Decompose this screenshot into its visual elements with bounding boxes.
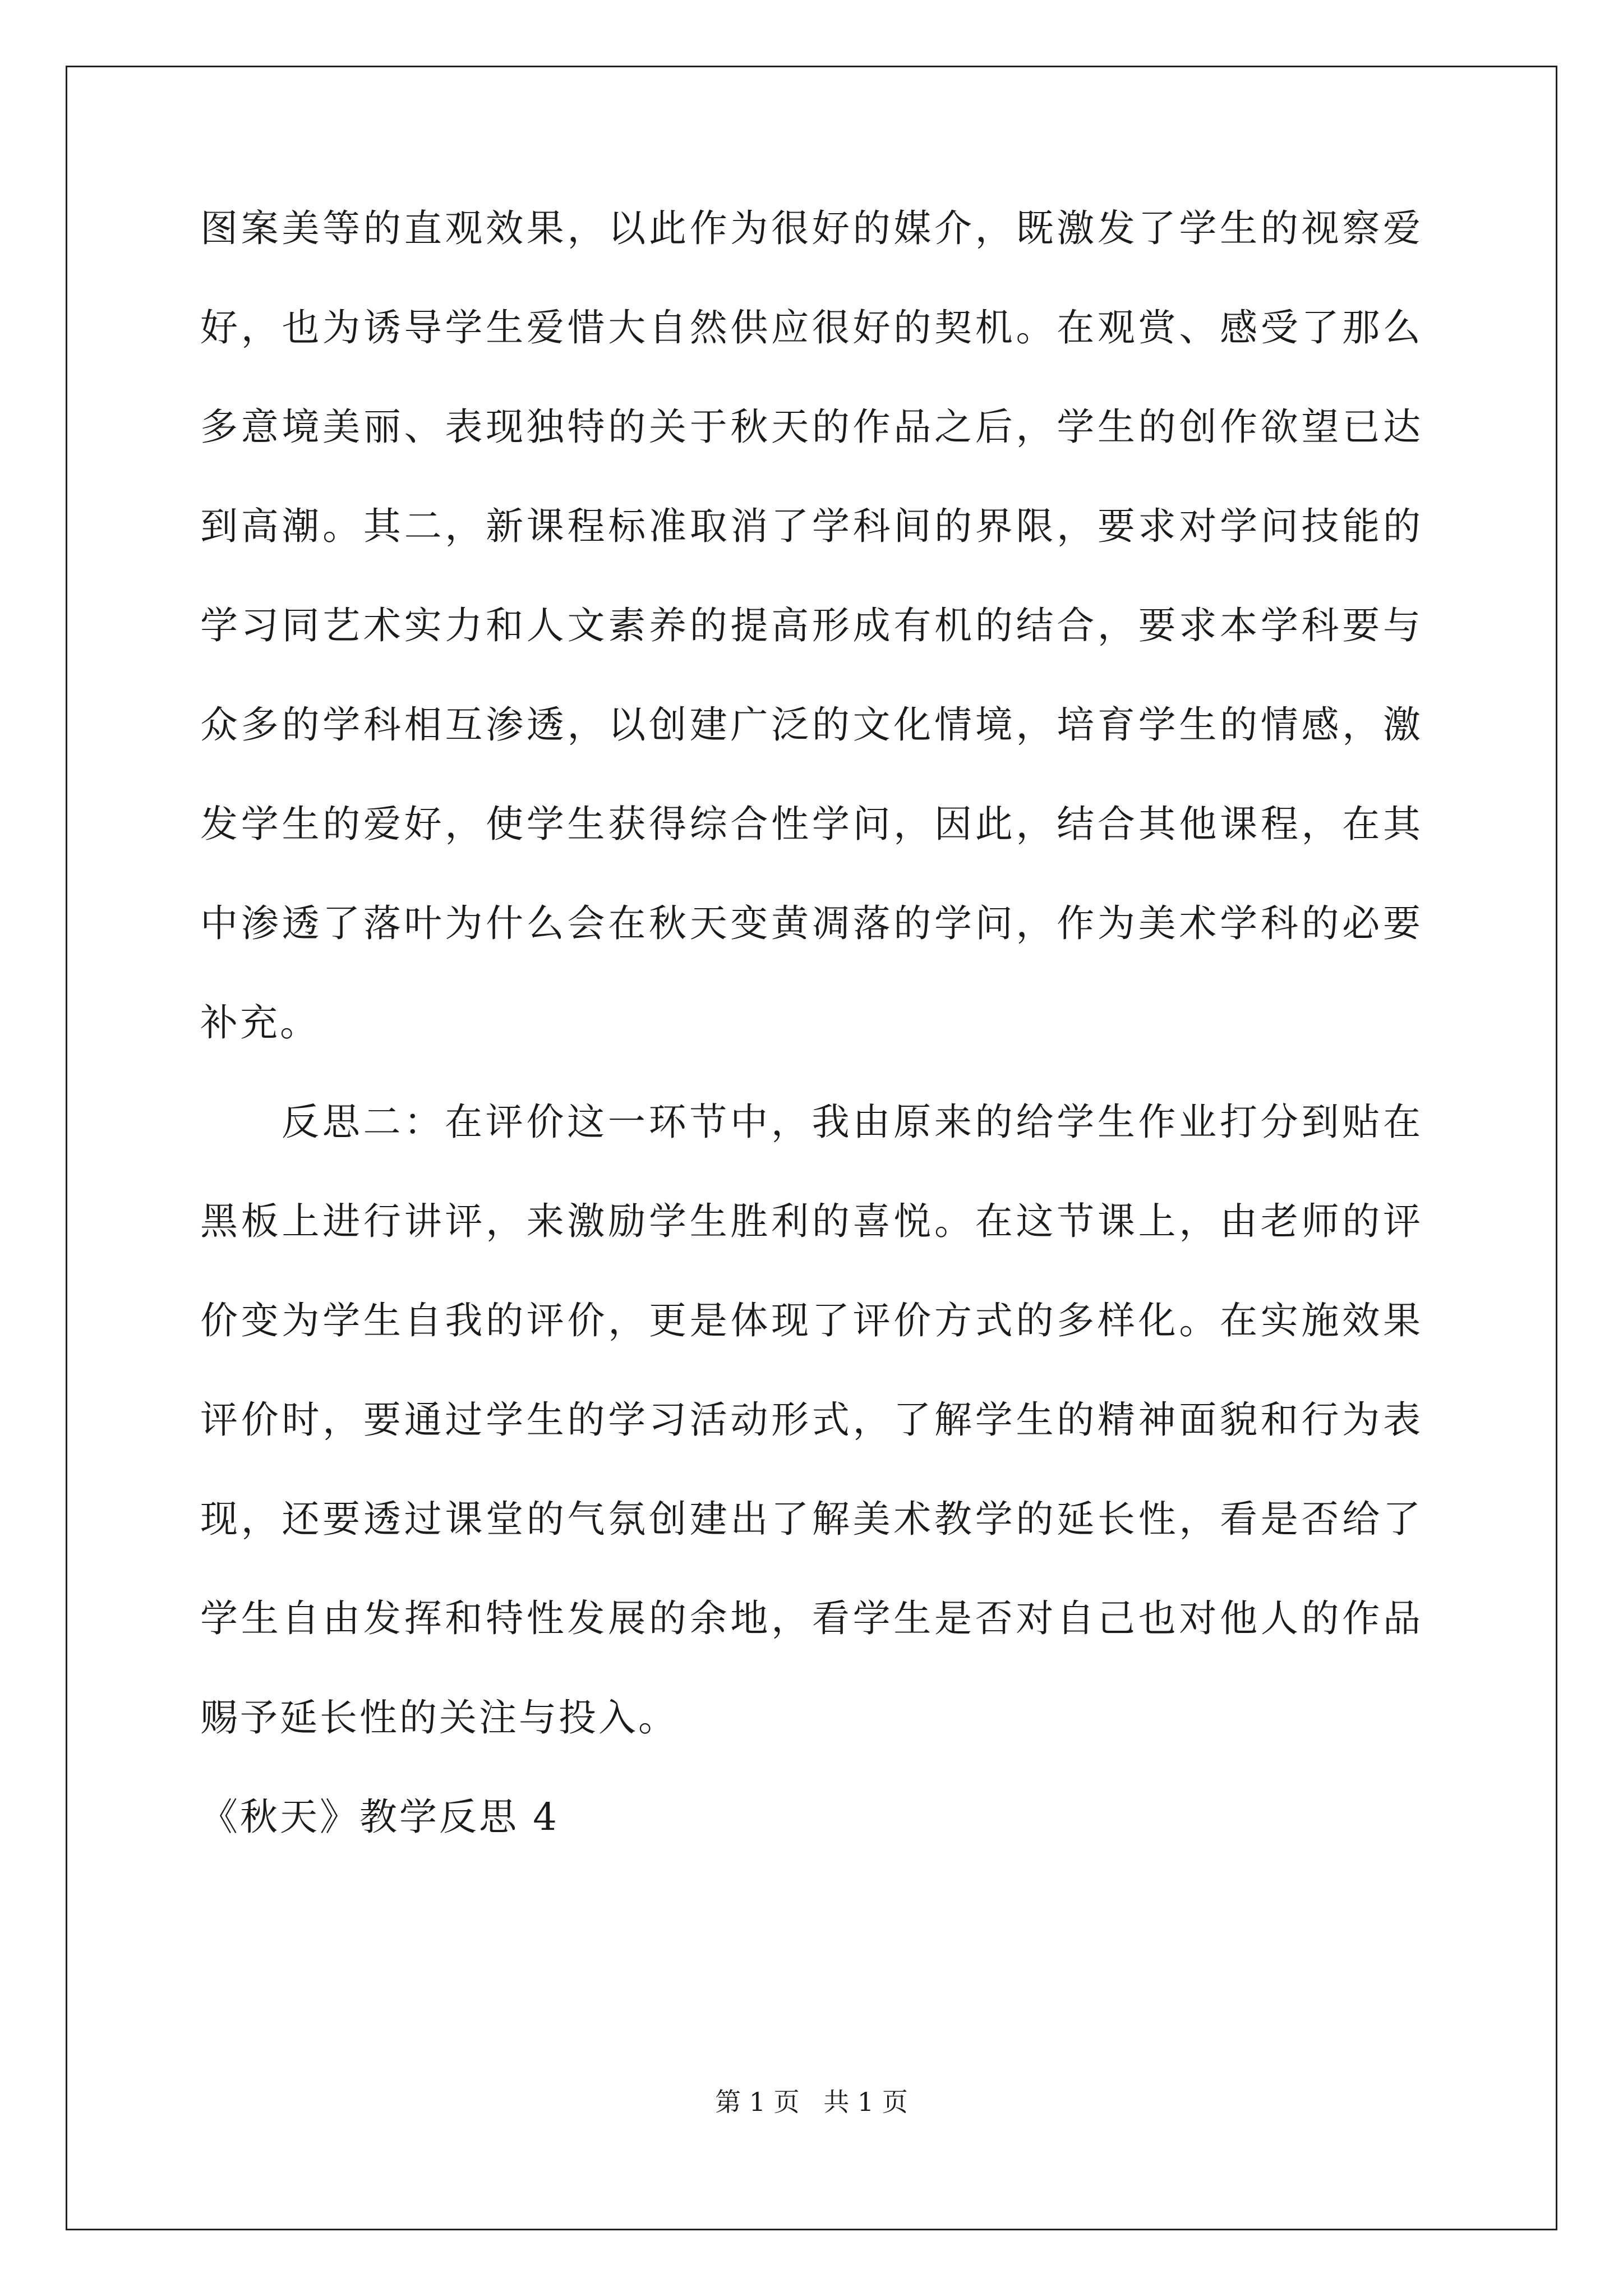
- body-line: 图案美等的直观效果，以此作为很好的媒介，既激发了学生的视察爱: [200, 206, 1423, 250]
- body-line: 发学生的爱好，使学生获得综合性学问，因此，结合其他课程，在其: [200, 802, 1423, 846]
- body-line: 多意境美丽、表现独特的关于秋天的作品之后，学生的创作欲望已达: [200, 405, 1423, 449]
- body-line: 补充。: [200, 1001, 320, 1045]
- section-heading: 《秋天》教学反思 4: [200, 1795, 559, 1839]
- page-footer: [0, 2088, 1623, 2116]
- body-line: 黑板上进行讲评，来激励学生胜利的喜悦。在这节课上，由老师的评: [200, 1199, 1423, 1243]
- body-line: 学习同艺术实力和人文素养的提高形成有机的结合，要求本学科要与: [200, 604, 1423, 647]
- page-number: 第 1 页: [715, 2087, 800, 2117]
- body-line: 学生自由发挥和特性发展的余地，看学生是否对自己也对他人的作品: [200, 1596, 1423, 1640]
- body-line: 中渗透了落叶为什么会在秋天变黄凋落的学问，作为美术学科的必要: [200, 901, 1423, 945]
- body-line: 价变为学生自我的评价，更是体现了评价方式的多样化。在实施效果: [200, 1299, 1423, 1342]
- body-line: 众多的学科相互渗透，以创建广泛的文化情境，培育学生的情感，激: [200, 703, 1423, 747]
- body-line: 到高潮。其二，新课程标准取消了学科间的界限，要求对学问技能的: [200, 504, 1423, 548]
- body-line: 反思二：在评价这一环节中，我由原来的给学生作业打分到贴在: [282, 1100, 1423, 1144]
- page-total: 共 1 页: [823, 2087, 908, 2117]
- body-line: 现，还要透过课堂的气氛创建出了解美术教学的延长性，看是否给了: [200, 1497, 1423, 1541]
- body-line: 赐予延长性的关注与投入。: [200, 1696, 678, 1740]
- body-line: 好，也为诱导学生爱惜大自然供应很好的契机。在观赏、感受了那么: [200, 306, 1423, 349]
- body-line: 评价时，要通过学生的学习活动形式，了解学生的精神面貌和行为表: [200, 1398, 1423, 1442]
- document-body: [200, 206, 1423, 1839]
